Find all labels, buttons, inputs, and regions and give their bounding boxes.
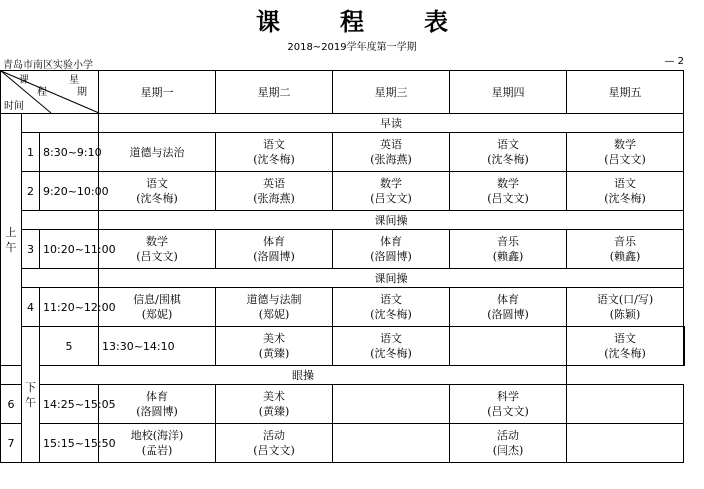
subject-name: 地校(海洋) [130, 429, 184, 442]
subject-name: 语文 [614, 177, 637, 190]
class-cell [99, 288, 216, 327]
class-cell [216, 172, 333, 211]
class-cell [99, 385, 216, 424]
subject-name: 道德与法治 [129, 145, 185, 159]
period-row [1, 172, 685, 211]
class-cell [333, 288, 450, 327]
page-number: — 2 [664, 56, 684, 67]
teacher-name: (洛圆博) [370, 250, 412, 263]
period-time: 11:20~12:00 [40, 288, 99, 327]
period-row [1, 288, 685, 327]
period-number: 5 [40, 327, 99, 366]
teacher-name: (吕文文) [487, 405, 529, 418]
corner-cell [1, 71, 99, 114]
class-cell [99, 133, 216, 172]
period-number: 2 [22, 172, 40, 211]
teacher-name: (吕文文) [604, 153, 646, 166]
subject-name: 道德与法制 [246, 293, 302, 306]
class-cell [99, 172, 216, 211]
subject-name: 体育 [263, 235, 286, 248]
blank-cell [22, 211, 99, 230]
subject-name: 美术 [263, 390, 286, 403]
class-cell [450, 327, 567, 366]
corner-time: 时间 [4, 101, 24, 112]
class-cell [567, 133, 684, 172]
teacher-name: (孟岩) [141, 444, 173, 457]
subject-name: 语文 [380, 332, 403, 345]
subject-name: 活动 [263, 429, 286, 442]
day-header: 星期五 [567, 71, 684, 114]
teacher-name: (郑妮) [258, 308, 290, 321]
subject-name: 音乐 [497, 235, 520, 248]
class-cell [567, 385, 684, 424]
subject-name: 英语 [263, 177, 286, 190]
class-cell [450, 385, 567, 424]
break-label: 课间操 [99, 269, 684, 288]
class-cell [216, 424, 333, 463]
period-number: 1 [22, 133, 40, 172]
blank-cell [22, 269, 99, 288]
teacher-name: (闫杰) [492, 444, 524, 457]
period-number: 7 [1, 424, 22, 463]
class-cell [567, 172, 684, 211]
eye-exercise-label: 眼操 [40, 366, 567, 385]
period-time: 13:30~14:10 [99, 327, 216, 366]
break-label: 课间操 [99, 211, 684, 230]
early-read-label: 早读 [99, 114, 684, 133]
class-cell [216, 133, 333, 172]
subject-name: 美术 [263, 332, 286, 345]
teacher-name: (沈冬梅) [487, 153, 529, 166]
morning-label [1, 114, 22, 366]
class-cell [216, 230, 333, 269]
teacher-name: (黄臻) [258, 405, 290, 418]
teacher-name: (洛圆博) [136, 405, 178, 418]
teacher-name: (吕文文) [253, 444, 295, 457]
teacher-name: (洛圆博) [253, 250, 295, 263]
class-cell [216, 327, 333, 366]
subject-name: 科学 [497, 390, 520, 403]
class-cell [450, 172, 567, 211]
class-cell [333, 230, 450, 269]
class-cell [567, 288, 684, 327]
subject-name: 语文 [614, 332, 637, 345]
separator-row [1, 269, 685, 288]
day-header: 星期二 [216, 71, 333, 114]
subject-name: 体育 [497, 293, 520, 306]
class-cell [333, 385, 450, 424]
day-header: 星期一 [99, 71, 216, 114]
period-number: 6 [1, 385, 22, 424]
teacher-name: (吕文文) [370, 192, 412, 205]
subject-name: 数学 [380, 177, 403, 190]
corner-course-1: 课 [19, 75, 29, 86]
subject-name: 英语 [380, 138, 403, 151]
period-time: 15:15~15:50 [40, 424, 99, 463]
period-row [1, 327, 685, 366]
class-cell [684, 327, 685, 366]
subject-name: 语文 [263, 138, 286, 151]
teacher-name: (赖鑫) [492, 250, 524, 263]
school-name: 青岛市南区实验小学 [3, 60, 93, 71]
class-cell [567, 230, 684, 269]
teacher-name: (陈颖) [609, 308, 641, 321]
subject-name: 语文 [380, 293, 403, 306]
class-cell [216, 385, 333, 424]
subject-name: 语文 [497, 138, 520, 151]
corner-week-1: 星 [69, 75, 79, 86]
class-cell [567, 424, 684, 463]
subject-name: 体育 [380, 235, 403, 248]
class-cell [333, 133, 450, 172]
blank-cell [22, 114, 99, 133]
period-time: 9:20~10:00 [40, 172, 99, 211]
teacher-name: (洛圆博) [487, 308, 529, 321]
class-cell [450, 133, 567, 172]
class-cell [216, 288, 333, 327]
corner-week-2: 期 [77, 87, 87, 98]
class-cell [99, 230, 216, 269]
header-row [1, 71, 685, 114]
teacher-name: (张海燕) [370, 153, 412, 166]
separator-row [1, 366, 685, 385]
corner-course-2: 程 [37, 87, 47, 98]
subject-name: 体育 [146, 390, 169, 403]
teacher-name: (黄臻) [258, 347, 290, 360]
teacher-name: (沈冬梅) [370, 308, 412, 321]
teacher-name: (张海燕) [253, 192, 295, 205]
timetable [0, 70, 685, 463]
separator-row [1, 211, 685, 230]
class-cell [333, 424, 450, 463]
teacher-name: (沈冬梅) [604, 192, 646, 205]
period-row [1, 385, 685, 424]
class-cell [450, 230, 567, 269]
teacher-name: (沈冬梅) [604, 347, 646, 360]
day-header: 星期三 [333, 71, 450, 114]
period-time: 10:20~11:00 [40, 230, 99, 269]
subject-name: 语文 [146, 177, 169, 190]
period-row [1, 133, 685, 172]
separator-row [1, 114, 685, 133]
afternoon-label [22, 327, 40, 463]
period-time: 8:30~9:10 [40, 133, 99, 172]
morning-text: 上 午 [5, 225, 17, 254]
day-header: 星期四 [450, 71, 567, 114]
class-cell [99, 424, 216, 463]
teacher-name: (吕文文) [136, 250, 178, 263]
subject-name: 数学 [497, 177, 520, 190]
class-cell [450, 288, 567, 327]
subject-name: 信息/围棋 [133, 293, 181, 306]
period-number: 3 [22, 230, 40, 269]
subject-name: 数学 [614, 138, 637, 151]
period-row [1, 230, 685, 269]
subject-name: 数学 [146, 235, 169, 248]
teacher-name: (沈冬梅) [253, 153, 295, 166]
period-number: 4 [22, 288, 40, 327]
period-time: 14:25~15:05 [40, 385, 99, 424]
afternoon-text: 下 午 [25, 380, 36, 409]
class-cell [333, 327, 450, 366]
teacher-name: (沈冬梅) [370, 347, 412, 360]
class-cell [333, 172, 450, 211]
subject-name: 活动 [497, 429, 520, 442]
teacher-name: (郑妮) [141, 308, 173, 321]
subject-name: 音乐 [614, 235, 637, 248]
class-cell [450, 424, 567, 463]
subject-name: 语文(口/写) [596, 293, 654, 306]
term-subtitle: 2018~2019学年度第一学期 [287, 42, 417, 53]
class-cell [567, 327, 684, 366]
teacher-name: (吕文文) [487, 192, 529, 205]
teacher-name: (赖鑫) [609, 250, 641, 263]
period-row [1, 424, 685, 463]
page-title: 课程表 [256, 7, 508, 36]
teacher-name: (沈冬梅) [136, 192, 178, 205]
